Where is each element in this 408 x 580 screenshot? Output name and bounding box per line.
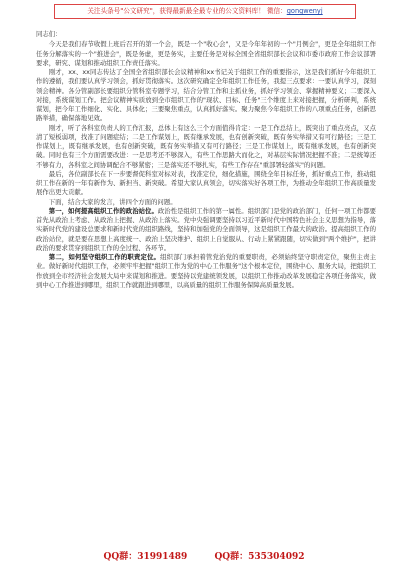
- section-1: [36, 207, 376, 253]
- promo-banner[interactable]: [54, 4, 356, 19]
- banner-text: 关注头条号"公文研究"，获得最新最全最专业的公文资料库！: [87, 7, 265, 15]
- qq-group-1: QQ群：31991489: [103, 552, 188, 562]
- paragraph: 刚才，听了各科室负责人的工作汇报，总体上有这么三个方面值得肯定：一是工作总结上，既突出了重点亮点，又点清了短板弱项，找准了问题症结；二是工作谋划上，既有继承发展，也有创新突破，既有务实举措又有可行路径；三是工作谋划上，既有继承发展，也有创新突破，既有务实举措又有可行路径；三是工作谋划上，既有继承发展，也有创新突破。同时也有三个方面需要改进：一是思考还不够深入，有些工作思路大而化之，对基层实际情况把握不准；二是统筹还不够有力，各科室之间协调配合不够紧密；三是落实还不够扎实，有些工作存在"重部署轻落实"的问题。: [36, 123, 376, 169]
- section-text: 政治性是组织工作的第一属性。组织部门是党的政治部门，任何一项工作都要首先从政治上考虑、从政治上把握、从政治上落实。党中央强调要坚持以习近平新时代中国特色社会主义思想为指导，落实新时代党的建设总要求和新时代党的组织路线，坚持和加强党的全面领导，这是组织工作最大的政治。提高组织工作的政治站位，就是要在思想上高度统一、政治上坚决维护、组织上自觉服从、行动上紧紧跟随，切实做到"两个维护"，把讲政治的要求贯穿到组织工作的全过程、各环节。: [36, 206, 377, 252]
- section-text: 组织部门承担着管党治党的重要职责，必须始终坚守职责定位，聚焦主责主业。做好新时代组织工作，必须牢牢把握"组织工作为党的中心工作服务"这个根本定位，围绕中心、服务大局，把组织工作放到全市经济社会发展大局中来谋划和推进。要坚持以党建统领发展，以组织工作推动改革发展稳定各项任务落实，做到中心工作推进到哪里，组织工作就跟进到哪里，以高质量的组织工作服务保障高质量发展。: [36, 253, 377, 289]
- wechat-label: 微信：: [266, 7, 287, 15]
- section-2: [36, 253, 376, 290]
- paragraph: 下面，结合大家的发言，讲四个方面的问题。: [48, 197, 177, 206]
- section-heading: 第一，如何提高组织工作的政治站位。: [48, 206, 158, 215]
- paragraph: 最后，各位副部长在下一步要督促科室对标对表，找准定位，细化措施，围绕全年目标任务，抓好重点工作，推动组织工作在新的一年有新作为、新担当、新突破。希望大家认真领会，切实落实好各项工作，为推动全年组织工作高质量发展作出更大贡献。: [36, 169, 376, 197]
- section-heading: 第二，如何坚守组织工作的职责定位。: [48, 253, 161, 261]
- paragraph: 刚才，xx、xx同志传达了全国全省组织部长会议精神和xx书记关于组织工作的重要指示，这是我们抓好今年组织工作的遵循，我们要认真学习领会，抓好贯彻落实。这次研究确定全年组织工作任务，我提三点要求：一要认真学习，深刻领会精神。各分管副部长要组织分管科室专题学习，结合分管工作和主抓业务，抓好学习领会、掌握精神要义；二要深入对接，系统谋划工作。把会议精神实质放到全市组织工作的"现状、目标、任务"三个维度上来对接把握，分析研判，系统谋划，把今年工作细化、实化、具体化；三要聚焦重点，认真抓好落实。聚力聚焦今年组织工作的八项重点任务，创新思路举措，确保落地见效。: [36, 68, 376, 123]
- paragraph: 今天是我们春节收假上班后召开的第一个会，既是一个"收心会"，又是今年年初的一个"月例会"，更是全年组织工作任务分解落实的一个"推进会"，既是务虚，更是务实，主要任务是对标全国全省组织部长会议和市委市政府工作会议部署要求，研究、谋划和推动组织工作责任落实。: [36, 40, 376, 67]
- footer-contact: [0, 549, 408, 562]
- wechat-id-link[interactable]: gongwenyj: [286, 7, 323, 15]
- document-body: [36, 30, 376, 290]
- qq-group-2: QQ群：535304092: [214, 552, 305, 562]
- salutation: 同志们：: [36, 30, 62, 38]
